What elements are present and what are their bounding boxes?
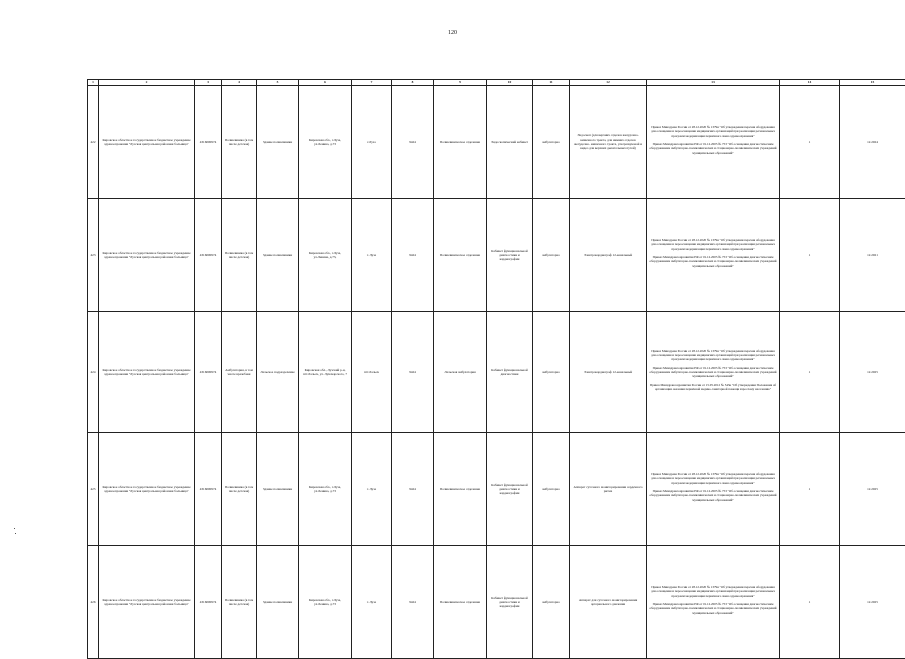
- address: Кировская обл., Лузский р-н, пгт.Лальск, ул. Луначарского, 7: [299, 312, 352, 433]
- column-number: 13: [647, 80, 780, 86]
- locality: г. Луза: [352, 433, 392, 546]
- oktmo-code: 9424: [392, 546, 434, 659]
- legal-basis: [647, 86, 780, 199]
- due-date: 12.2021: [840, 199, 905, 312]
- department: Поликлиническое отделение: [434, 433, 487, 546]
- table-row: [88, 546, 905, 659]
- quantity: 1: [780, 546, 840, 659]
- scan-speck: [15, 533, 16, 534]
- building-name: Здание поликлиники: [257, 199, 299, 312]
- legal-document-reference: Приказ Минздравсоцразвития России от 15.05.2012 № 543н "Об утверждении Положения об организации оказания первичной медико-санитарной помощи взрослому населению": [649, 383, 777, 392]
- column-number: 4: [222, 80, 257, 86]
- row-number: 424: [88, 312, 99, 433]
- legal-document-reference: Приказ Минздравсоцразвития РФ от 01.12.2005 № 753 "Об оснащении диагностическим оборудованием амбулаторно-поликлинических и стационарно-поликлинических учреждений муниципальных образований": [649, 489, 777, 502]
- equipment-name: Электрокардиограф 12-канальный: [570, 199, 647, 312]
- building-type: Поликлиника (в том числе детская): [222, 199, 257, 312]
- equipment-name: Электрокардиограф 12-канальный: [570, 312, 647, 433]
- quantity: 1: [780, 312, 840, 433]
- column-number: 12: [570, 80, 647, 86]
- column-number: 1: [88, 80, 99, 86]
- building-type: Поликлиника (в том числе детская): [222, 86, 257, 199]
- building-name: Лальское подразделение: [257, 312, 299, 433]
- page-number: 120: [0, 30, 905, 36]
- table-row: [88, 312, 905, 433]
- cabinet: Кабинет функциональной диагностики и кардиографии: [487, 546, 533, 659]
- locality: г. Луза: [352, 199, 392, 312]
- legal-document-reference: Приказ Минздравсоцразвития РФ от 01.12.2005 № 753 "Об оснащении диагностическим оборудованием амбулаторно-поликлинических и стационарно-поликлинических учреждений муниципальных образований": [649, 366, 777, 379]
- oktmo-code: 9424: [392, 433, 434, 546]
- legal-document-reference: Приказ Минздравсоцразвития РФ от 01.12.2005 № 753 "Об оснащении диагностическим оборудованием амбулаторно-поликлинических и стационарно-поликлинических учреждений муниципальных образований": [649, 602, 777, 615]
- department: Поликлиническое отделение: [434, 86, 487, 199]
- locality: г. Луза: [352, 546, 392, 659]
- oktmo-code: 9424: [392, 312, 434, 433]
- cabinet: Кабинет функциональной диагностики и кардиографии: [487, 199, 533, 312]
- column-number: 11: [533, 80, 570, 86]
- inn-code: 4316000974: [195, 86, 222, 199]
- column-number: 7: [352, 80, 392, 86]
- legal-document-reference: Приказ Минздрава России от 28.12.2020 № 1379н "Об утверждении перечня оборудования для оснащения и переоснащения медицинских организаций при реализации региональных программ модернизации первичного звена здравоохранения": [649, 238, 777, 251]
- quantity: 1: [780, 86, 840, 199]
- column-number: 3: [195, 80, 222, 86]
- department: Поликлиническое отделение: [434, 199, 487, 312]
- building-name: Здание поликлиники: [257, 546, 299, 659]
- care-type: амбулаторно: [533, 199, 570, 312]
- oktmo-code: 9424: [392, 86, 434, 199]
- organization-name: Кировское областное государственное бюджетное учреждение здравоохранения "Лузская центральная районная больница": [99, 312, 195, 433]
- quantity: 1: [780, 433, 840, 546]
- quantity: 1: [780, 199, 840, 312]
- legal-document-reference: Приказ Минздрава России от 28.12.2020 № 1379н "Об утверждении перечня оборудования для оснащения и переоснащения медицинских организаций при реализации региональных программ модернизации первичного звена здравоохранения": [649, 472, 777, 485]
- organization-name: Кировское областное государственное бюджетное учреждение здравоохранения "Лузская центральная районная больница": [99, 546, 195, 659]
- equipment-register-table: [87, 79, 905, 659]
- legal-basis: [647, 433, 780, 546]
- row-number: 425: [88, 433, 99, 546]
- cabinet: Кабинет функциональной диагностики: [487, 312, 533, 433]
- building-name: Здание поликлиники: [257, 86, 299, 199]
- legal-document-reference: Приказ Минздравсоцразвития РФ от 01.12.2005 № 753 "Об оснащении диагностическим оборудованием амбулаторно-поликлинических и стационарно-поликлинических учреждений муниципальных образований": [649, 142, 777, 155]
- building-name: Здание поликлиники: [257, 433, 299, 546]
- column-number: 15: [840, 80, 905, 86]
- row-number: 422: [88, 86, 99, 199]
- cabinet: Кабинет функциональной диагностики и кардиографии: [487, 433, 533, 546]
- table-row: [88, 199, 905, 312]
- building-type: Амбулатория, в том числе врачебная: [222, 312, 257, 433]
- care-type: амбулаторно: [533, 86, 570, 199]
- organization-name: Кировское областное государственное бюджетное учреждение здравоохранения "Лузская центральная районная больница": [99, 433, 195, 546]
- legal-document-reference: Приказ Минздрава России от 28.12.2020 № 1379н "Об утверждении перечня оборудования для оснащения и переоснащения медицинских организаций при реализации региональных программ модернизации первичного звена здравоохранения": [649, 585, 777, 598]
- care-type: амбулаторно: [533, 312, 570, 433]
- organization-name: Кировское областное государственное бюджетное учреждение здравоохранения "Лузская центральная районная больница": [99, 199, 195, 312]
- inn-code: 4316000974: [195, 312, 222, 433]
- column-number: 6: [299, 80, 352, 86]
- building-type: Поликлиника (в том числе детская): [222, 433, 257, 546]
- inn-code: 4316000974: [195, 433, 222, 546]
- inn-code: 4316000974: [195, 199, 222, 312]
- organization-name: Кировское областное государственное бюджетное учреждение здравоохранения "Лузская центральная районная больница": [99, 86, 195, 199]
- oktmo-code: 9424: [392, 199, 434, 312]
- due-date: 12.2025: [840, 312, 905, 433]
- care-type: амбулаторно: [533, 433, 570, 546]
- table-row: [88, 86, 905, 199]
- legal-basis: [647, 312, 780, 433]
- scan-speck: [14, 528, 15, 529]
- address: Кировская обл., г.Луза, ул.Ленина, д.73: [299, 433, 352, 546]
- legal-document-reference: Приказ Минздрава России от 28.12.2020 № 1379н "Об утверждении перечня оборудования для оснащения и переоснащения медицинских организаций при реализации региональных программ модернизации первичного звена здравоохранения": [649, 125, 777, 138]
- row-number: 426: [88, 546, 99, 659]
- column-number: 14: [780, 80, 840, 86]
- row-number: 423: [88, 199, 99, 312]
- legal-document-reference: Приказ Минздрава России от 28.12.2020 № 1379н "Об утверждении перечня оборудования для оснащения и переоснащения медицинских организаций при реализации региональных программ модернизации первичного звена здравоохранения": [649, 349, 777, 362]
- address: Кировская обл., г.Луза, ул.Ленина, д.73,: [299, 199, 352, 312]
- department: Лальская амбулатория: [434, 312, 487, 433]
- column-number: 8: [392, 80, 434, 86]
- column-number: 2: [99, 80, 195, 86]
- due-date: 12.2025: [840, 433, 905, 546]
- locality: пгт.Лальск: [352, 312, 392, 433]
- column-number: 5: [257, 80, 299, 86]
- building-type: Поликлиника (в том числе детская): [222, 546, 257, 659]
- equipment-name: Аппарат суточного мониторирования сердечного ритма: [570, 433, 647, 546]
- column-number: 10: [487, 80, 533, 86]
- department: Поликлиническое отделение: [434, 546, 487, 659]
- equipment-name: Эндоскоп (для верхних отделов желудочно- кишечного тракта, для нижних отделов желудочно- кишечного тракта, ультразвуковой и видео для верхних дыхательных путей): [570, 86, 647, 199]
- due-date: 12.2025: [840, 546, 905, 659]
- inn-code: 4316000974: [195, 546, 222, 659]
- due-date: 12.2024: [840, 86, 905, 199]
- legal-basis: [647, 199, 780, 312]
- address: Кировская обл., г.Луза, ул.Ленина, д.73: [299, 86, 352, 199]
- legal-basis: [647, 546, 780, 659]
- equipment-name: Аппарат для суточного мониторирования артериального давления: [570, 546, 647, 659]
- legal-document-reference: Приказ Минздравсоцразвития РФ от 01.12.2005 № 753 "Об оснащении диагностическим оборудованием амбулаторно-поликлинических и стационарно-поликлинических учреждений муниципальных образований": [649, 255, 777, 268]
- table-row: [88, 433, 905, 546]
- care-type: амбулаторно: [533, 546, 570, 659]
- cabinet: Эндоскопический кабинет: [487, 86, 533, 199]
- address: Кировская обл., г.Луза, ул.Ленина, д.73: [299, 546, 352, 659]
- column-number: 9: [434, 80, 487, 86]
- locality: г.Луза: [352, 86, 392, 199]
